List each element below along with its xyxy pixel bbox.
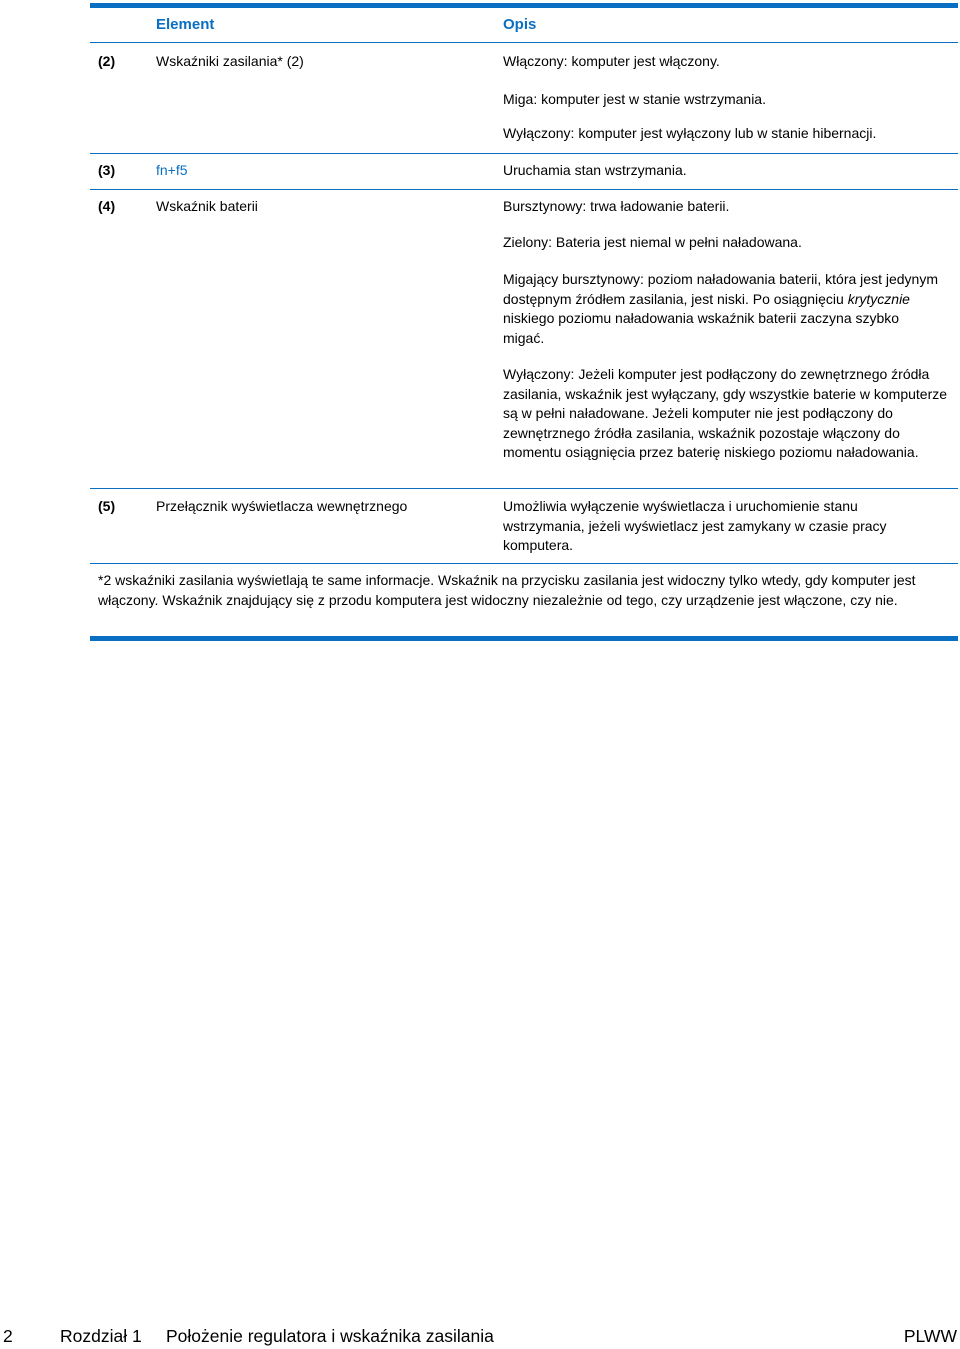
- row-element: Wskaźnik baterii: [156, 198, 258, 214]
- row-element: Wskaźniki zasilania* (2): [156, 53, 304, 69]
- description-text: Migający bursztynowy: poziom naładowania baterii, która jest jedynym dostępnym źródłem zasilania, jest niski. Po osiągnięciu: [503, 271, 938, 307]
- row-number: (4): [98, 198, 116, 214]
- row-divider: [90, 189, 958, 190]
- row-description: Wyłączony: Jeżeli komputer jest podłączony do zewnętrznego źródła zasilania, wskaźnik jest wyłączany, gdy wszystkie baterie w komputerze są w pełni naładowane. Jeżeli komputer nie jest podłączony do zewnętrznego źródła zasilania, wskaźnik pozostaje włączony do momentu osiągnięcia przez baterię niskiego poziomu naładowania.: [503, 366, 948, 460]
- row-description: Włączony: komputer jest włączony.: [503, 53, 720, 69]
- row-description: Wyłączony: komputer jest wyłączony lub w stanie hibernacji.: [503, 125, 877, 141]
- header-divider: [90, 42, 958, 43]
- table-top-rule: [90, 3, 958, 8]
- row-divider: [90, 153, 958, 154]
- row-description: Miga: komputer jest w stanie wstrzymania.: [503, 91, 766, 107]
- row-description: Umożliwia wyłączenie wyświetlacza i uruchomienie stanu wstrzymania, jeżeli wyświetlacz jest zamykany w czasie pracy komputera.: [503, 498, 887, 553]
- description-text: niskiego poziomu naładowania wskaźnik baterii zaczyna szybko migać.: [503, 310, 900, 346]
- page-number: 2: [3, 1326, 13, 1346]
- row-number: (3): [98, 162, 116, 178]
- row-description: Uruchamia stan wstrzymania.: [503, 162, 687, 178]
- row-number: (5): [98, 498, 116, 514]
- table-footnote: *2 wskaźniki zasilania wyświetlają te same informacje. Wskaźnik na przycisku zasilania jest widoczny tylko wtedy, gdy komputer jest włączony. Wskaźnik znajdujący się z przodu komputera jest widoczny niezależnie od tego, czy urządzenie jest włączone, czy nie.: [98, 572, 916, 608]
- column-header-element: Element: [156, 16, 215, 33]
- row-description: Bursztynowy: trwa ładowanie baterii.: [503, 198, 730, 214]
- footer-chapter: Rozdział 1: [60, 1326, 142, 1346]
- row-element: fn+f5: [156, 162, 188, 178]
- row-divider: [90, 488, 958, 489]
- footer-locale: PLWW: [903, 1326, 957, 1346]
- column-header-opis: Opis: [503, 16, 537, 33]
- footer-chapter-title: Położenie regulatora i wskaźnika zasilania: [166, 1326, 494, 1346]
- row-number: (2): [98, 53, 116, 69]
- row-divider: [90, 563, 958, 564]
- description-emphasis: krytycznie: [847, 290, 910, 307]
- row-element: Przełącznik wyświetlacza wewnętrznego: [156, 498, 408, 514]
- row-description: [503, 270, 943, 348]
- row-description: Zielony: Bateria jest niemal w pełni naładowana.: [503, 234, 802, 250]
- table-bottom-rule: [90, 636, 958, 641]
